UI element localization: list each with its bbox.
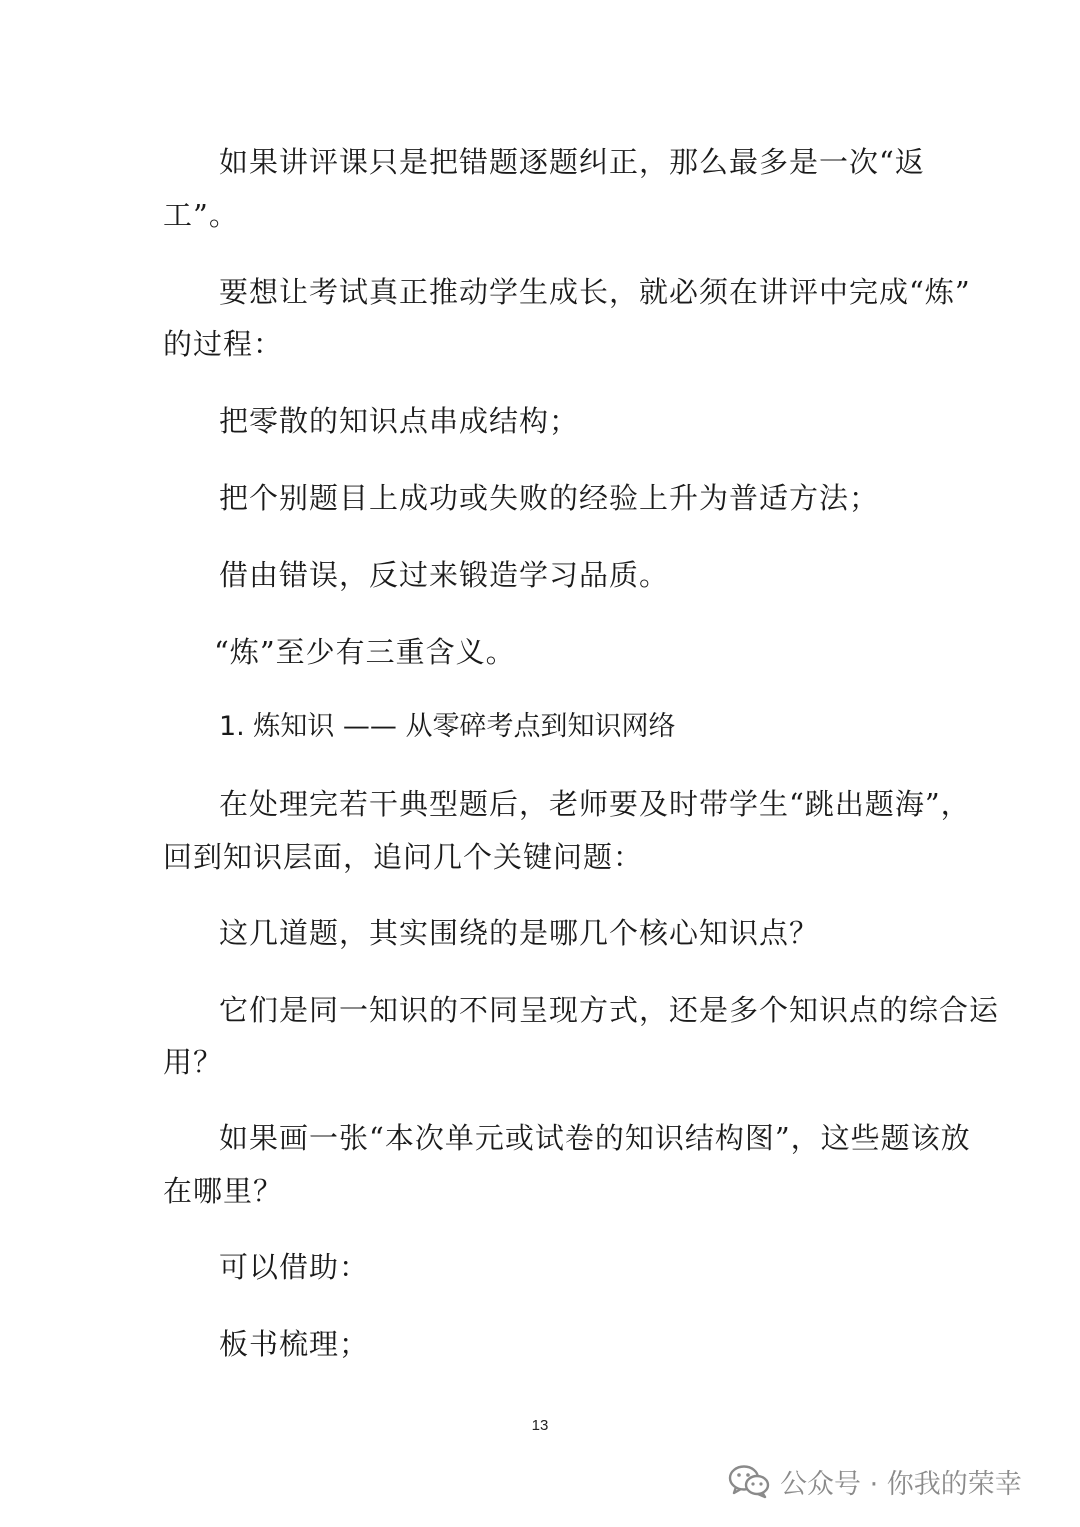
p7-line2: 回到知识层面，追问几个关键问题： — [163, 840, 644, 874]
p6-line1: “炼”至少有三重含义。 — [214, 635, 516, 669]
p11-line1: 可以借助： — [219, 1250, 370, 1284]
wechat-icon — [728, 1463, 770, 1499]
p3-line1: 把零散的知识点串成结构； — [219, 404, 580, 438]
p9-line2: 用？ — [163, 1045, 224, 1079]
section-heading: 1. 炼知识 —— 从零碎考点到知识网络 — [219, 711, 676, 742]
p8-line1: 这几道题，其实围绕的是哪几个核心知识点？ — [219, 916, 820, 950]
p5-line1: 借由错误，反过来锻造学习品质。 — [219, 558, 670, 592]
p1-line2: 工”。 — [163, 198, 239, 232]
p9-line1: 它们是同一知识的不同呈现方式，还是多个知识点的综合运 — [219, 993, 1000, 1027]
p12-line1: 板书梳理； — [219, 1327, 370, 1361]
p7-line1: 在处理完若干典型题后，老师要及时带学生“跳出题海”， — [219, 787, 971, 821]
p2-line2: 的过程： — [163, 327, 284, 361]
watermark-text: 公众号 · 你我的荣幸 — [780, 1468, 1022, 1500]
p2-line1: 要想让考试真正推动学生成长，就必须在讲评中完成“炼” — [219, 275, 971, 309]
watermark — [728, 1457, 1022, 1505]
p10-line2: 在哪里？ — [163, 1174, 284, 1208]
p4-line1: 把个别题目上成功或失败的经验上升为普适方法； — [219, 481, 880, 515]
p10-line1: 如果画一张“本次单元或试卷的知识结构图”，这些题该放 — [219, 1121, 971, 1155]
p1-line1: 如果讲评课只是把错题逐题纠正，那么最多是一次“返 — [219, 145, 925, 179]
page-number: 13 — [531, 1417, 549, 1434]
